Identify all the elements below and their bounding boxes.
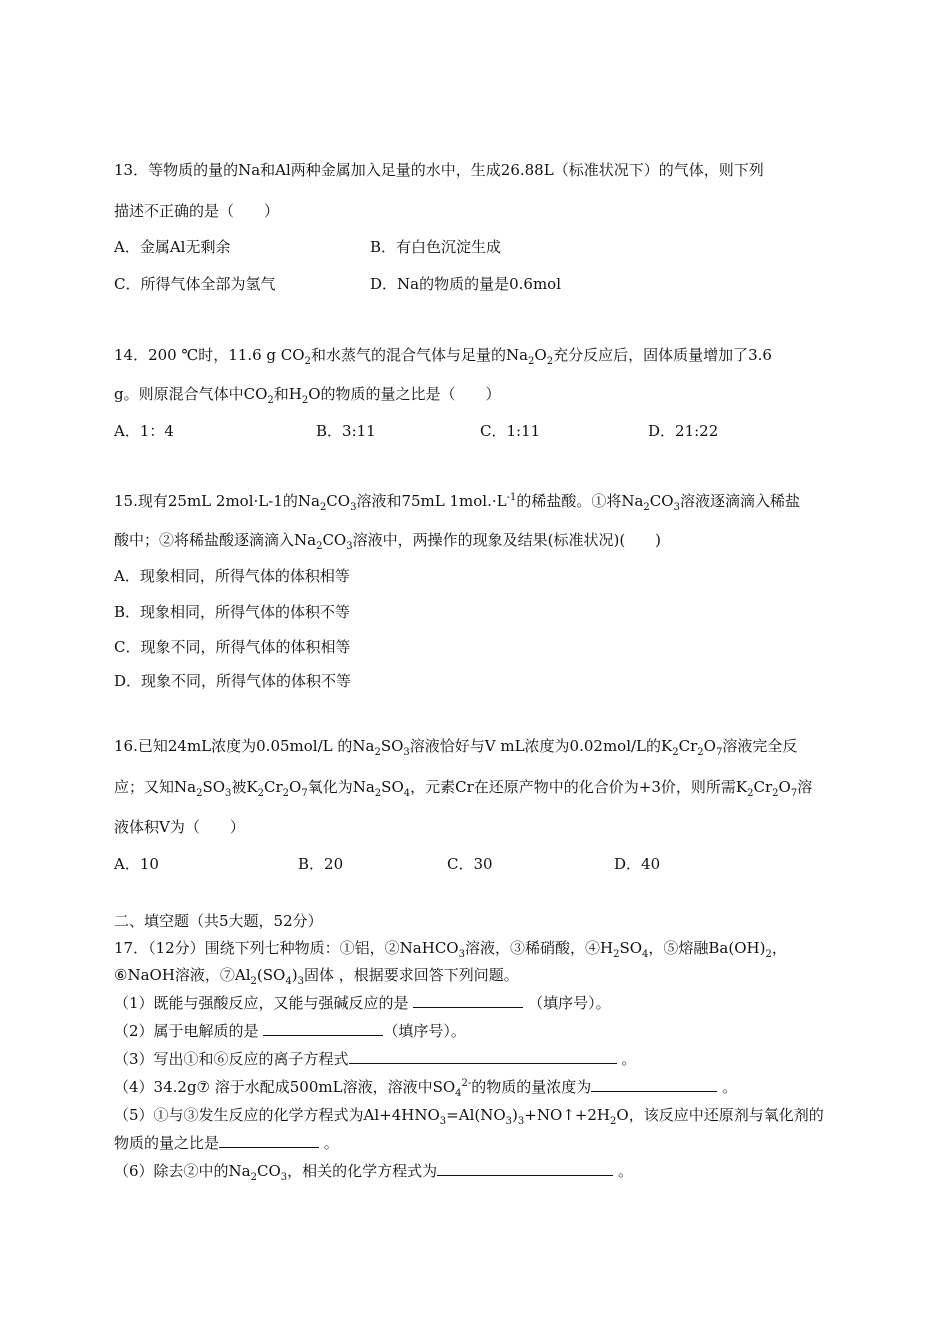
answer-blank[interactable] xyxy=(263,1021,383,1036)
q17-subquestion-1: （1）既能与强酸反应，又能与强碱反应的是 （填序号）。 xyxy=(114,994,611,1012)
q14-option-c: C．1:11 xyxy=(480,422,541,440)
q14-option-d: D．21:22 xyxy=(648,422,719,440)
answer-blank[interactable] xyxy=(219,1133,319,1148)
q16-stem-line2: 应；又知$Na_2SO_3$被$K_2Cr_2O_7$氧化为$Na_2SO_4$，元素Cr在还原产物中的化合价为+3价，则所需$K_2Cr_2O_7$溶 xyxy=(114,778,813,799)
q13-option-a: A．金属Al无剩余 xyxy=(114,238,231,256)
q13-stem-line2: 描述不正确的是（ ） xyxy=(114,202,280,220)
q16-option-d: D．40 xyxy=(614,855,661,873)
answer-blank[interactable] xyxy=(413,993,523,1008)
q17-subquestion-6: （6）除去②中的$Na_2CO_3$，相关的化学方程式为 。 xyxy=(114,1162,633,1183)
q16-stem-line3: 液体积V为（ ） xyxy=(114,818,245,836)
q15-option-d: D．现象不同，所得气体的体积不等 xyxy=(114,672,352,690)
q13-option-c: C．所得气体全部为氢气 xyxy=(114,275,276,293)
q17-subquestion-4: （4）34.2g⑦ 溶于水配成500mL溶液，溶液中$SO_4^{2-}$的物质的量浓度为 。 xyxy=(114,1078,738,1099)
q16-option-a: A．10 xyxy=(114,855,159,873)
q14-option-a: A．1：4 xyxy=(114,422,174,440)
q17-stem-line2: ⑥NaOH溶液，$⑦Al_2(SO_4)_3$固体 ，根据要求回答下列问题。 xyxy=(114,966,519,987)
section-heading: 二、填空题（共5大题，52分） xyxy=(114,912,323,930)
answer-blank[interactable] xyxy=(349,1049,617,1064)
q15-option-a: A．现象相同，所得气体的体积相等 xyxy=(114,567,350,585)
answer-blank[interactable] xyxy=(591,1077,717,1092)
answer-blank[interactable] xyxy=(437,1161,613,1176)
q14-stem-line1: 14．200 ℃时，11.6 g $CO_2$和水蒸气的混合气体与足量的$Na_2O_2$充分反应后，固体质量增加了3.6 xyxy=(114,346,772,367)
q13-option-b: B．有白色沉淀生成 xyxy=(370,238,502,256)
q17-subquestion-2: （2）属于电解质的是 （填序号）。 xyxy=(114,1022,466,1040)
q14-option-b: B．3:11 xyxy=(316,422,376,440)
q15-stem-line2: 酸中；②将稀盐酸逐滴滴入$Na_2CO_3$溶液中，两操作的现象及结果(标准状况)( ) xyxy=(114,531,662,552)
q17-subquestion-5: （5）①与③发生反应的化学方程式为$Al+4HNO_3=Al(NO_3)_3+NO↑+2H_2O$，该反应中还原剂与氧化剂的 xyxy=(114,1106,824,1127)
q17-subquestion-5-line2: 物质的量之比是 。 xyxy=(114,1134,339,1152)
q17-stem-line1: 17．（12分）围绕下列七种物质：①铝，②NaHCO$_3$溶液，③稀硝酸，$④H_2SO_4$，⑤熔融$Ba(OH)_2$， xyxy=(114,939,787,960)
q17-subquestion-3: （3）写出①和⑥反应的离子方程式 。 xyxy=(114,1050,637,1068)
q16-stem-line1: 16.已知24mL浓度为0.05mol/L 的$Na_2SO_3$溶液恰好与V mL浓度为0.02mol/L的$K_2Cr_2O_7$溶液完全反 xyxy=(114,737,798,758)
q16-option-b: B．20 xyxy=(298,855,344,873)
q15-option-c: C．现象不同，所得气体的体积相等 xyxy=(114,638,351,656)
q14-stem-line2: g。则原混合气体中$CO_2$和$H_2O$的物质的量之比是（ ） xyxy=(114,385,501,406)
q15-stem-line1: 15.现有25mL 2mol·L-1的$Na_2CO_3$溶液和75mL $1mol.\cdot L^{-1}$的稀盐酸。①将$Na_2CO_3$溶液逐滴滴入稀盐 xyxy=(114,492,800,513)
q16-option-c: C．30 xyxy=(447,855,493,873)
q15-option-b: B．现象相同，所得气体的体积不等 xyxy=(114,603,351,621)
q13-stem-line1: 13．等物质的量的Na和Al两种金属加入足量的水中，生成26.88L（标准状况下）的气体，则下列 xyxy=(114,161,764,179)
q13-option-d: D．Na的物质的量是0.6mol xyxy=(370,275,562,293)
